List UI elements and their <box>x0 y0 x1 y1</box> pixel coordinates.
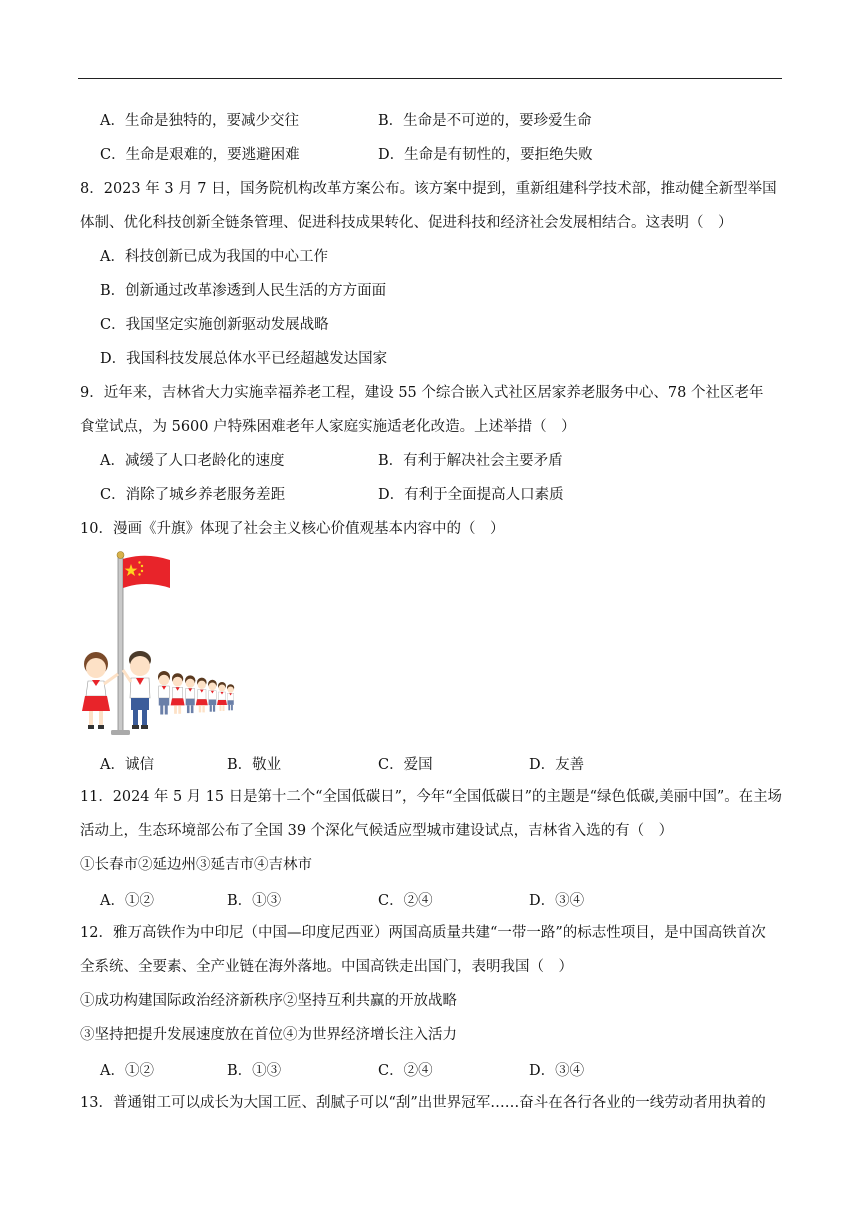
q11-option-c[interactable]: C．②④ <box>378 893 433 909</box>
q7-option-a[interactable]: A．生命是独特的，要减少交往 <box>100 113 299 129</box>
q12-stem-line2: 全系统、全要素、全产业链在海外落地。中国高铁走出国门，表明我国（ ） <box>80 959 573 975</box>
q12-option-d[interactable]: D．③④ <box>529 1063 585 1079</box>
q10-option-d[interactable]: D．友善 <box>529 757 585 773</box>
q8-option-b[interactable]: B．创新通过改革渗透到人民生活的方方面面 <box>100 283 387 299</box>
q11-option-d[interactable]: D．③④ <box>529 893 585 909</box>
q11-option-b[interactable]: B．①③ <box>227 893 282 909</box>
q11-stem-line1: 11．2024 年 5 月 15 日是第十二个“全国低碳日”，今年“全国低碳日”的主题是“绿色低碳,美丽中国”。在主场 <box>80 789 782 805</box>
q8-stem-line1: 8．2023 年 3 月 7 日，国务院机构改革方案公布。该方案中提到，重新组建科学技术部，推动健全新型举国 <box>80 181 777 197</box>
q12-option-c[interactable]: C．②④ <box>378 1063 433 1079</box>
q12-option-a[interactable]: A．①② <box>100 1063 154 1079</box>
q9-option-d[interactable]: D．有利于全面提高人口素质 <box>378 487 564 503</box>
q7-option-c[interactable]: C．生命是艰难的，要逃避困难 <box>100 147 300 163</box>
q12-options <box>100 1059 660 1079</box>
q10-stem: 10．漫画《升旗》体现了社会主义核心价值观基本内容中的（ ） <box>80 521 505 537</box>
flag-raising-cartoon <box>80 548 245 738</box>
q8-option-a[interactable]: A．科技创新已成为我国的中心工作 <box>100 249 328 265</box>
child-row <box>158 671 234 715</box>
q11-options <box>100 889 660 909</box>
q9-stem-line1: 9．近年来，吉林省大力实施幸福养老工程，建设 55 个综合嵌入式社区居家养老服务中心、78 个社区老年 <box>80 385 764 401</box>
q8-option-d[interactable]: D．我国科技发展总体水平已经超越发达国家 <box>100 351 388 367</box>
q8-option-c[interactable]: C．我国坚定实施创新驱动发展战略 <box>100 317 329 333</box>
q12-stem-line1: 12．雅万高铁作为中印尼（中国—印度尼西亚）两国高质量共建“一带一路”的标志性项目，是中国高铁首次 <box>80 925 766 941</box>
q10-option-c[interactable]: C．爱国 <box>378 757 433 773</box>
q10-option-a[interactable]: A．诚信 <box>100 757 154 773</box>
q9-option-c[interactable]: C．消除了城乡养老服务差距 <box>100 487 286 503</box>
q9-option-b[interactable]: B．有利于解决社会主要矛盾 <box>378 453 563 469</box>
q7-option-b[interactable]: B．生命是不可逆的，要珍爱生命 <box>378 113 592 129</box>
q8-stem-line2: 体制、优化科技创新全链条管理、促进科技成果转化、促进科技和经济社会发展相结合。这表明（ ） <box>80 215 733 231</box>
q9-option-a[interactable]: A．减缓了人口老龄化的速度 <box>100 453 285 469</box>
q9-stem-line2: 食堂试点，为 5600 户特殊困难老年人家庭实施适老化改造。上述举措（ ） <box>80 419 576 435</box>
q11-option-a[interactable]: A．①② <box>100 893 154 909</box>
q12-option-b[interactable]: B．①③ <box>227 1063 282 1079</box>
q11-stem-line2: 活动上，生态环境部公布了全国 39 个深化气候适应型城市建设试点，吉林省入选的有（ ） <box>80 823 674 839</box>
header-rule <box>78 78 782 79</box>
q10-options <box>100 753 660 773</box>
q7-option-d[interactable]: D．生命是有韧性的，要拒绝失败 <box>378 147 593 163</box>
q10-option-b[interactable]: B．敬业 <box>227 757 282 773</box>
q12-items-line1: ①成功构建国际政治经济新秩序②坚持互利共赢的开放战略 <box>80 993 457 1009</box>
q11-items: ①长春市②延边州③延吉市④吉林市 <box>80 857 312 873</box>
q13-stem-line1: 13．普通钳工可以成长为大国工匠、刮腻子可以“刮”出世界冠军……奋斗在各行各业的一线劳动者用执着的 <box>80 1095 766 1111</box>
q12-items-line2: ③坚持把提升发展速度放在首位④为世界经济增长注入活力 <box>80 1027 457 1043</box>
